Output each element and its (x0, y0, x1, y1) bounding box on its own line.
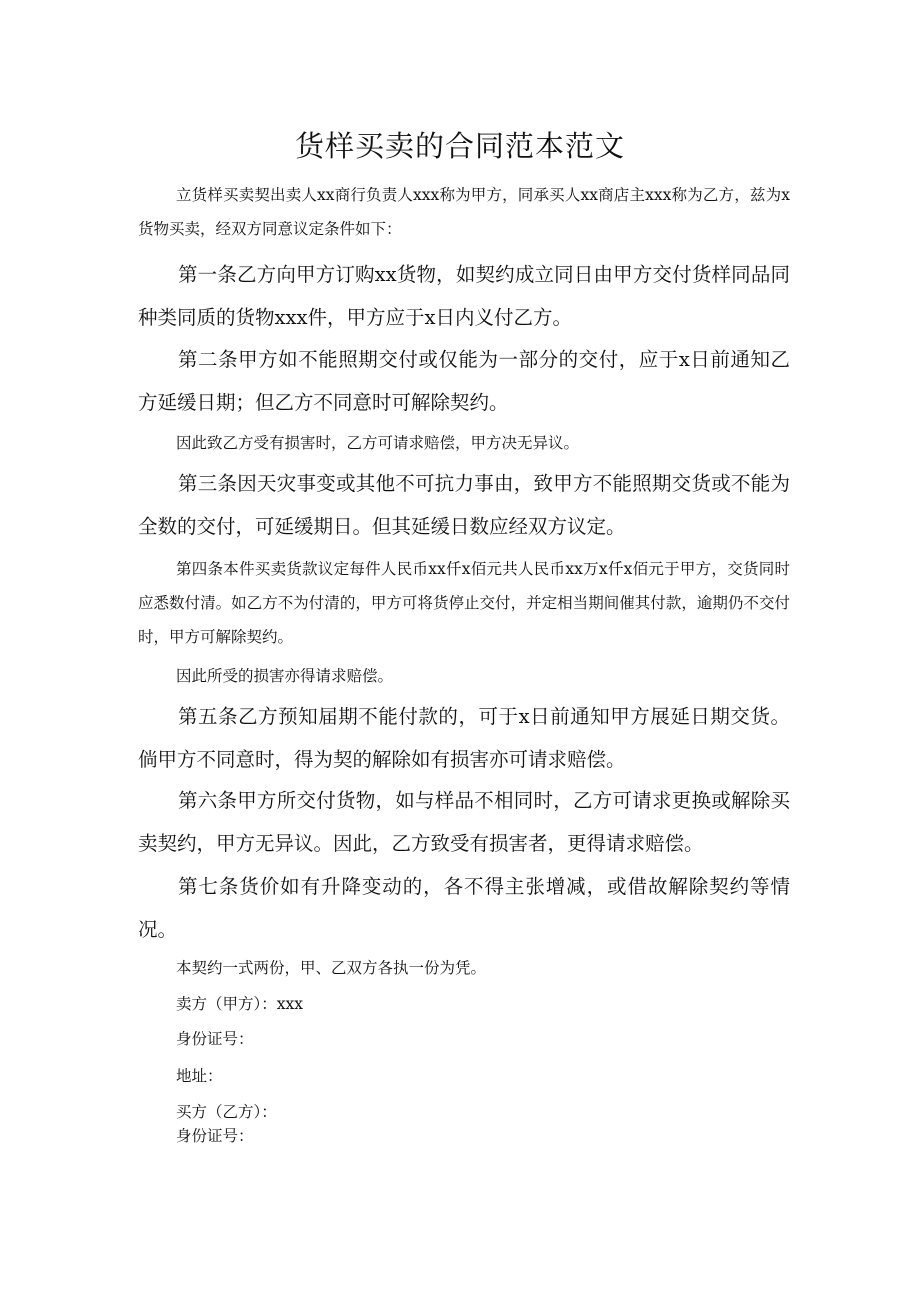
article-4-paragraph: 第四条本件买卖货款议定每件人民币xx仟x佰元共人民币xx万x仟x佰元于甲方，交货同时应悉数付清。如乙方不为付清的，甲方可将货停止交付，并定相当期间催其付款，逾期仍不交付时，甲方可解除契约。 (138, 560, 790, 646)
article-2-paragraph: 第二条甲方如不能照期交付或仅能为一部分的交付，应于x日前通知乙方延缓日期；但乙方不同意时可解除契约。 (138, 348, 790, 414)
article-5-paragraph: 第五条乙方预知届期不能付款的，可于x日前通知甲方展延日期交货。倘甲方不同意时，得为契的解除如有损害亦可请求赔偿。 (138, 705, 790, 771)
article-2-note-paragraph: 因此致乙方受有损害时，乙方可请求赔偿，甲方决无异议。 (176, 434, 580, 452)
preamble-paragraph: 立货样买卖契出卖人xx商行负责人xxx称为甲方，同承买人xx商店主xxx称为乙方，兹为x货物买卖，经双方同意议定条件如下： (138, 186, 790, 238)
page-title: 货样买卖的合同范本范文 (294, 129, 625, 163)
buyer-id-line: 身份证号： (176, 1127, 254, 1145)
buyer-line: 买方（乙方）： (176, 1103, 277, 1121)
closing-paragraph: 本契约一式两份，甲、乙双方各执一份为凭。 (176, 959, 487, 977)
seller-id-line: 身份证号： (176, 1030, 254, 1048)
seller-line: 卖方（甲方）：xxx (176, 995, 303, 1013)
article-6-paragraph: 第六条甲方所交付货物，如与样品不相同时，乙方可请求更换或解除买卖契约，甲方无异议。因此，乙方致受有损害者，更得请求赔偿。 (138, 789, 790, 855)
article-7-paragraph: 第七条货价如有升降变动的，各不得主张增减，或借故解除契约等情况。 (138, 875, 790, 941)
article-4-note-paragraph: 因此所受的损害亦得请求赔偿。 (176, 667, 394, 685)
article-3-paragraph: 第三条因天灾事变或其他不可抗力事由，致甲方不能照期交货或不能为全数的交付，可延缓期日。但其延缓日数应经双方议定。 (138, 472, 790, 538)
seller-address-line: 地址： (176, 1067, 223, 1085)
article-1-paragraph: 第一条乙方向甲方订购xx货物，如契约成立同日由甲方交付货样同品同种类同质的货物xxx件，甲方应于x日内义付乙方。 (138, 263, 790, 329)
